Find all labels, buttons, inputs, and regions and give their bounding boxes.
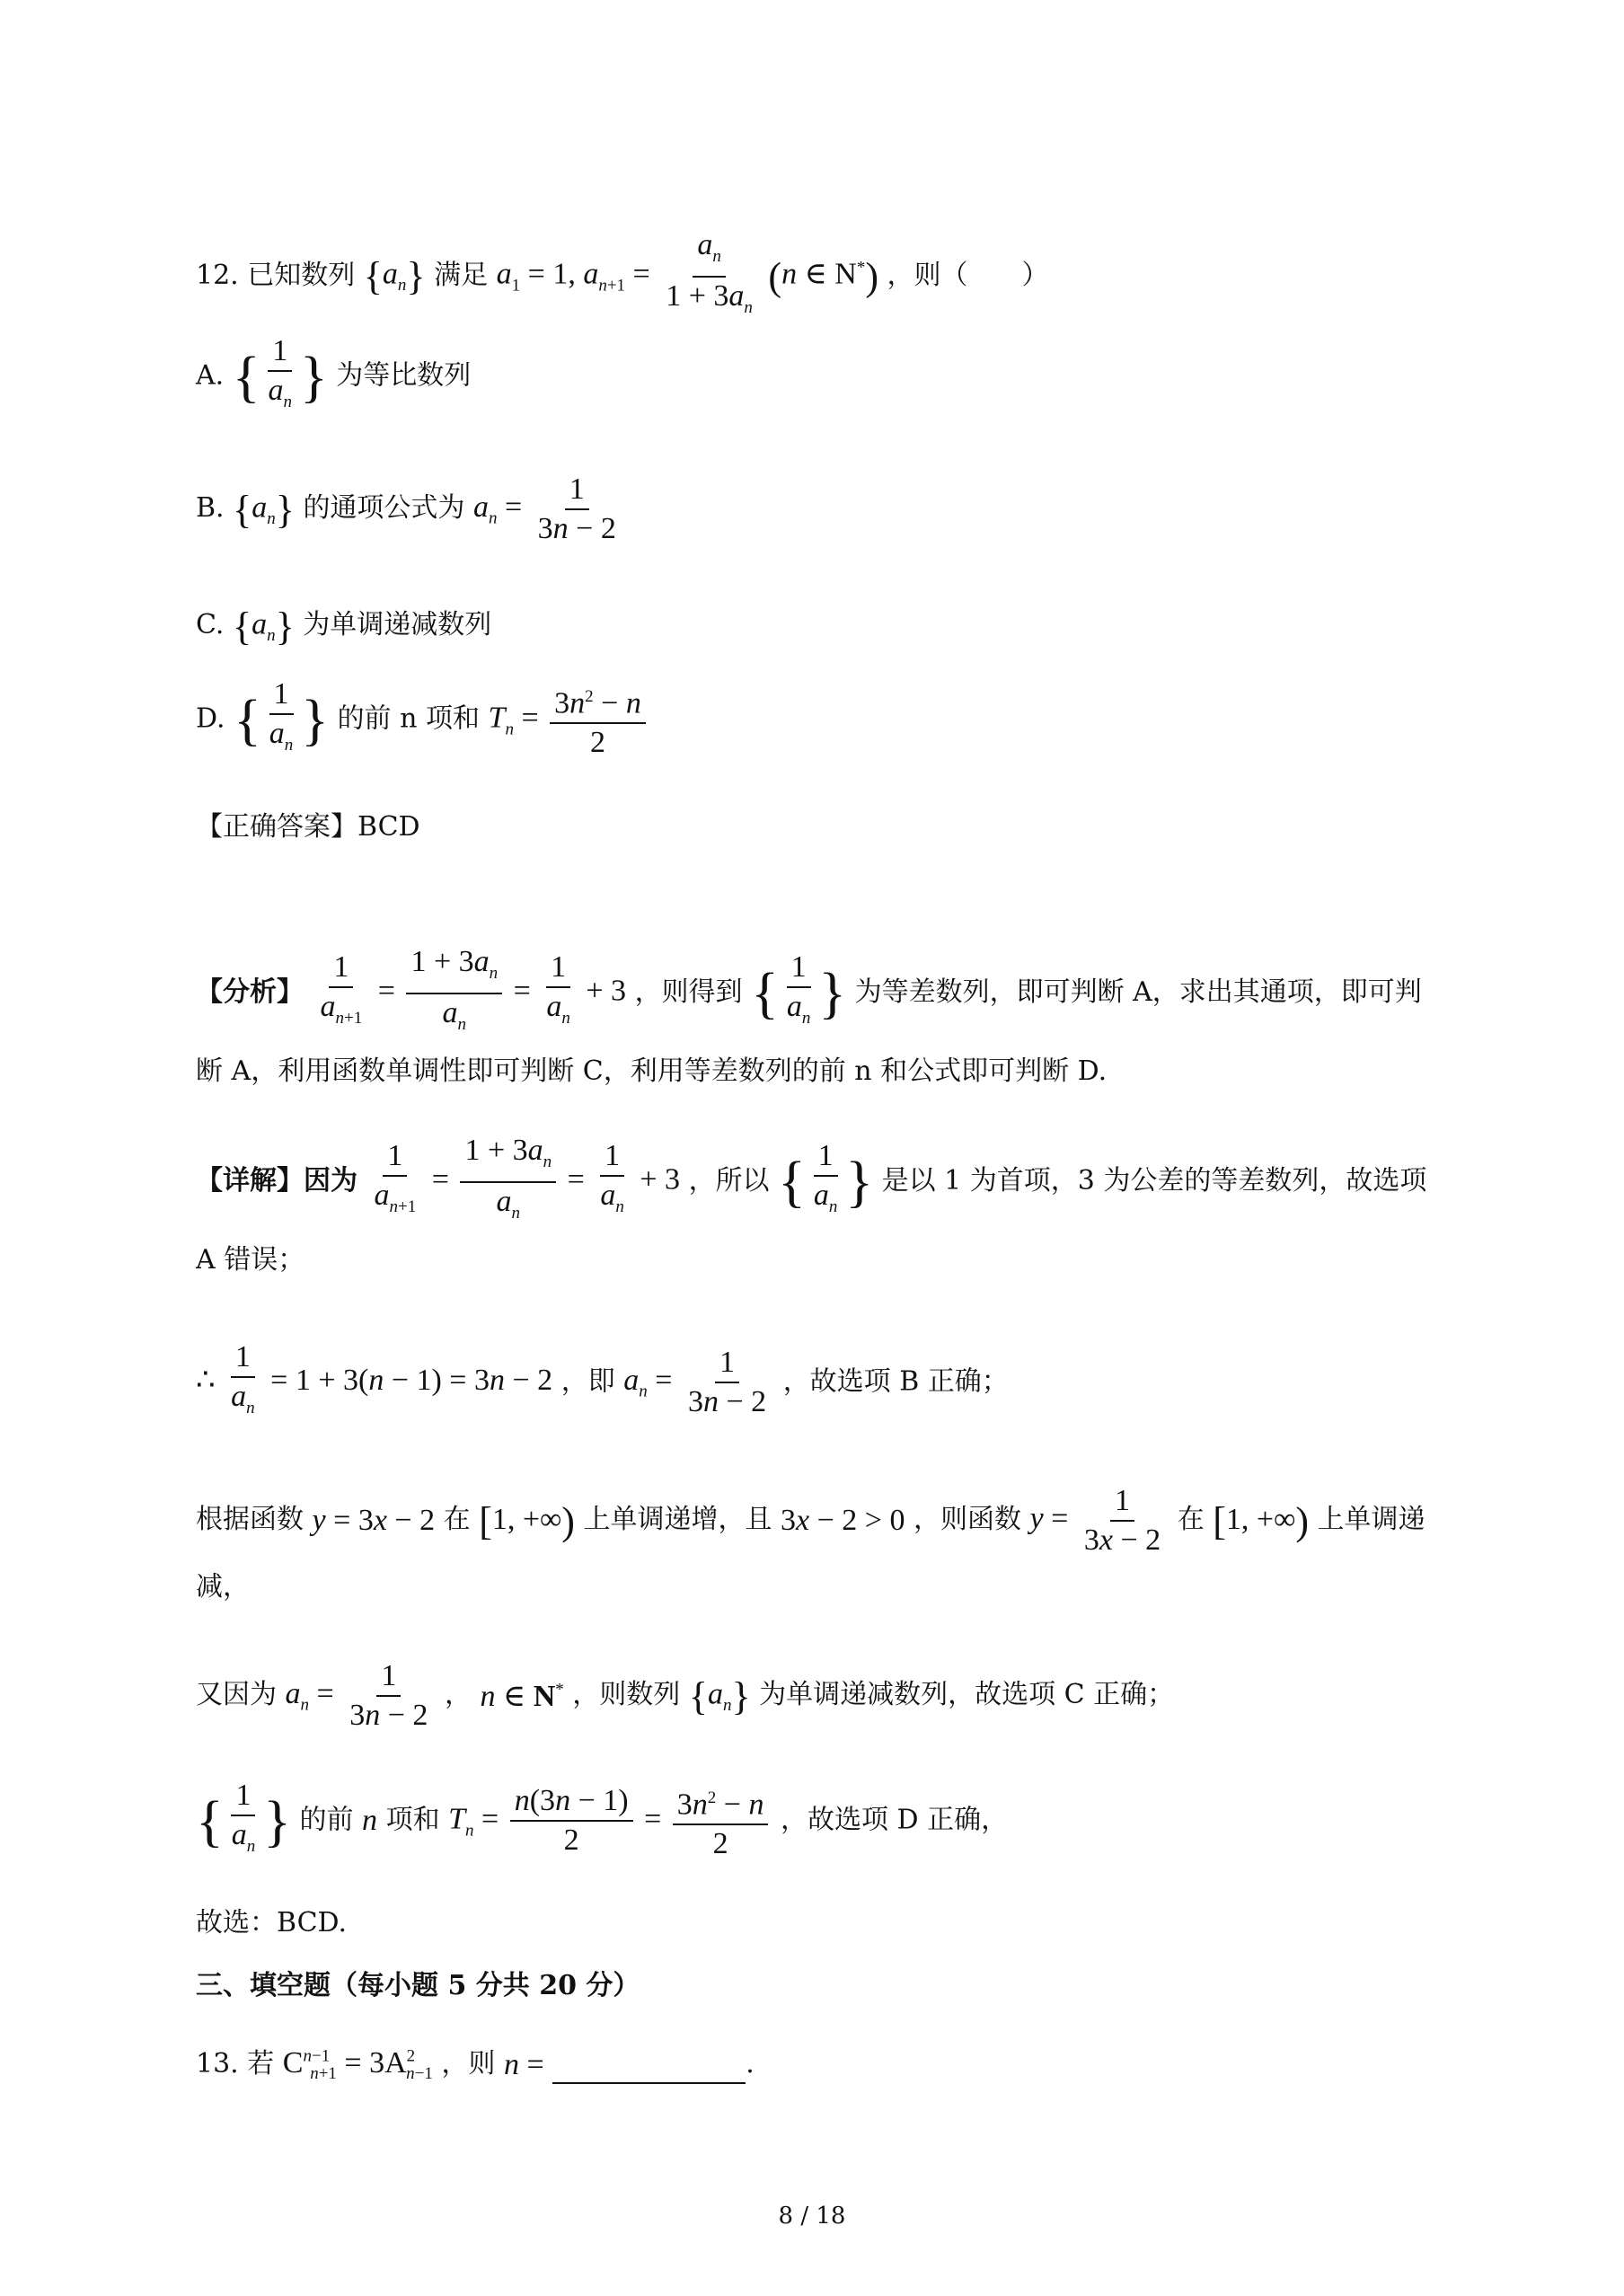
option-c-text: 为单调递减数列 — [303, 609, 492, 640]
linear-function: y = 3x − 2 — [312, 1504, 436, 1537]
detail-label: 【详解】因为 — [196, 1164, 357, 1197]
question-13-tail: . — [746, 2048, 755, 2080]
reciprocal-sequence: { $\frac{1}{a_n}$ } — [234, 677, 330, 755]
detail-paragraph-4 — [196, 1657, 1435, 1735]
sum-formula: $T_n$ = $\frac{n(3n - 1)}{2}$ = $\frac{3n^2 - n}{2}$ — [448, 1779, 772, 1863]
question-13 — [196, 2041, 1435, 2084]
detail-text-5d: ，则函数 — [914, 1504, 1022, 1535]
detail-conclusion-text: 故选：BCD. — [196, 1907, 348, 1938]
section-heading-text: 三、填空题（每小题 5 分共 20 分） — [196, 1970, 640, 2001]
option-c — [196, 602, 1435, 649]
option-d — [196, 676, 1435, 764]
option-a-text: 为等比数列 — [336, 359, 472, 392]
general-term-formula: $a_n$ = $\frac{1}{3n - 2}$ — [472, 472, 616, 545]
detail-text-4: ，故选项 B 正确； — [782, 1365, 1009, 1398]
variable-n: n — [362, 1804, 378, 1838]
question-13-mid: ，则 — [441, 2048, 496, 2080]
detail-paragraph-3 — [196, 1482, 1435, 1615]
option-d-label: D. — [196, 702, 225, 735]
page-number: 8 / 18 — [778, 2203, 846, 2230]
detail-conclusion — [196, 1900, 1435, 1939]
correct-answer — [196, 804, 1435, 843]
detail-text-6b: ， — [444, 1679, 472, 1710]
option-b-label: B. — [196, 492, 225, 524]
sequence-an: $\{a_n\}$ — [688, 1673, 751, 1718]
domain-condition: n ∈ N* — [480, 1680, 564, 1713]
detail-text-7b: 项和 — [385, 1804, 440, 1836]
reciprocal-sequence: { $\frac{1}{a_n}$ } — [232, 334, 328, 411]
question-12-tail: ，则（ ） — [887, 259, 1049, 291]
inequality: 3x − 2 > 0 — [781, 1504, 905, 1537]
detail-text-5c: 上单调递增，且 — [583, 1504, 772, 1535]
question-13-lead: 13. 若 — [196, 2048, 275, 2080]
detail-paragraph-1 — [196, 1132, 1435, 1288]
correct-answer-text: 【正确答案】BCD — [196, 811, 420, 843]
detail-text-2: 是以 1 为首项，3 为公差的等差数列，故选项 A 错误； — [196, 1164, 1427, 1276]
analysis-label: 【分析】 — [196, 976, 304, 1008]
detail-text-5e: 在 — [1177, 1504, 1205, 1535]
detail-text-3: ，即 — [560, 1365, 615, 1398]
combination-equation: $C^{n-1}_{n+1} = 3A^2_{n-1}$ — [282, 2045, 433, 2084]
detail-text-6a: 又因为 — [196, 1679, 277, 1710]
option-a — [196, 332, 1435, 421]
reciprocal-recurrence: $\frac{1}{a_{n+1}}$ = $\frac{1 + 3a_n}{a_n}$ = $\frac{1}{a_n}$ + 3 — [374, 1134, 681, 1223]
detail-text-5a: 根据函数 — [196, 1504, 304, 1535]
analysis — [196, 943, 1435, 1099]
detail-text-1: ，所以 — [688, 1164, 770, 1197]
interval: [1, +∞) — [1213, 1499, 1309, 1544]
general-term-formula: $a_n$ = $\frac{1}{3n - 2}$ — [285, 1659, 428, 1732]
answer-blank[interactable] — [552, 2053, 746, 2084]
detail-text-7c: ，故选项 D 正确， — [780, 1804, 1009, 1836]
option-d-text: 的前 n 项和 — [337, 702, 480, 735]
reciprocal-sequence: { $\frac{1}{a_n}$ } — [196, 1779, 291, 1856]
recurrence-formula: $a_1 = 1$, $a_{n+1}$ = $\frac{a_n}{1 + 3a_n}$ (n ∈ N*) — [496, 228, 878, 317]
detail-text-5f: 上单调递减， — [196, 1504, 1425, 1603]
sequence-an: $\{a_n\}$ — [232, 604, 295, 649]
interval: [1, +∞) — [479, 1499, 575, 1544]
detail-text-6c: ，则数列 — [572, 1679, 681, 1710]
reciprocal-function: y = $\frac{1}{3x - 2}$ — [1029, 1484, 1161, 1557]
question-12-lead: 12. 已知数列 — [196, 259, 356, 291]
analysis-text-1: ，则得到 — [634, 976, 743, 1008]
analysis-text-2: 为等差数列，即可判断 A，求出其通项，即可判断 A，利用函数单调性即可判断 C，利用等差数列的前 n 和公式即可判断 D. — [196, 976, 1422, 1087]
sum-formula: $T_n$ = $\frac{3n^2 - n}{2}$ — [489, 678, 649, 762]
section-heading — [196, 1963, 1435, 2002]
answer-variable: n = — [503, 2048, 544, 2081]
sequence-an: $\{a_n\}$ — [233, 487, 295, 532]
option-a-label: A. — [196, 359, 225, 392]
question-12-mid: 满足 — [434, 259, 489, 291]
sequence-an: $\{a_n\}$ — [363, 254, 426, 299]
detail-paragraph-5 — [196, 1777, 1435, 1866]
reciprocal-sequence: { $\frac{1}{a_n}$ } — [751, 950, 847, 1029]
option-b — [196, 471, 1435, 548]
option-c-label: C. — [196, 609, 225, 640]
reciprocal-sequence: { $\frac{1}{a_n}$ } — [778, 1139, 874, 1217]
reciprocal-recurrence: $\frac{1}{a_{n+1}}$ = $\frac{1 + 3a_n}{a_n}$ = $\frac{1}{a_n}$ + 3 — [320, 945, 627, 1034]
detail-text-7a: 的前 — [299, 1804, 354, 1836]
question-12 — [196, 226, 1435, 327]
option-b-text: 的通项公式为 — [303, 492, 465, 524]
detail-text-6d: 为单调递减数列，故选项 C 正确； — [759, 1679, 1175, 1710]
detail-paragraph-2 — [196, 1338, 1435, 1427]
reciprocal-general-term: ∴ $\frac{1}{a_n}$ = 1 + 3(n − 1) = 3n − 2 — [196, 1340, 553, 1417]
detail-text-5b: 在 — [443, 1504, 471, 1535]
general-term-formula: $a_n$ = $\frac{1}{3n - 2}$ — [623, 1346, 767, 1419]
